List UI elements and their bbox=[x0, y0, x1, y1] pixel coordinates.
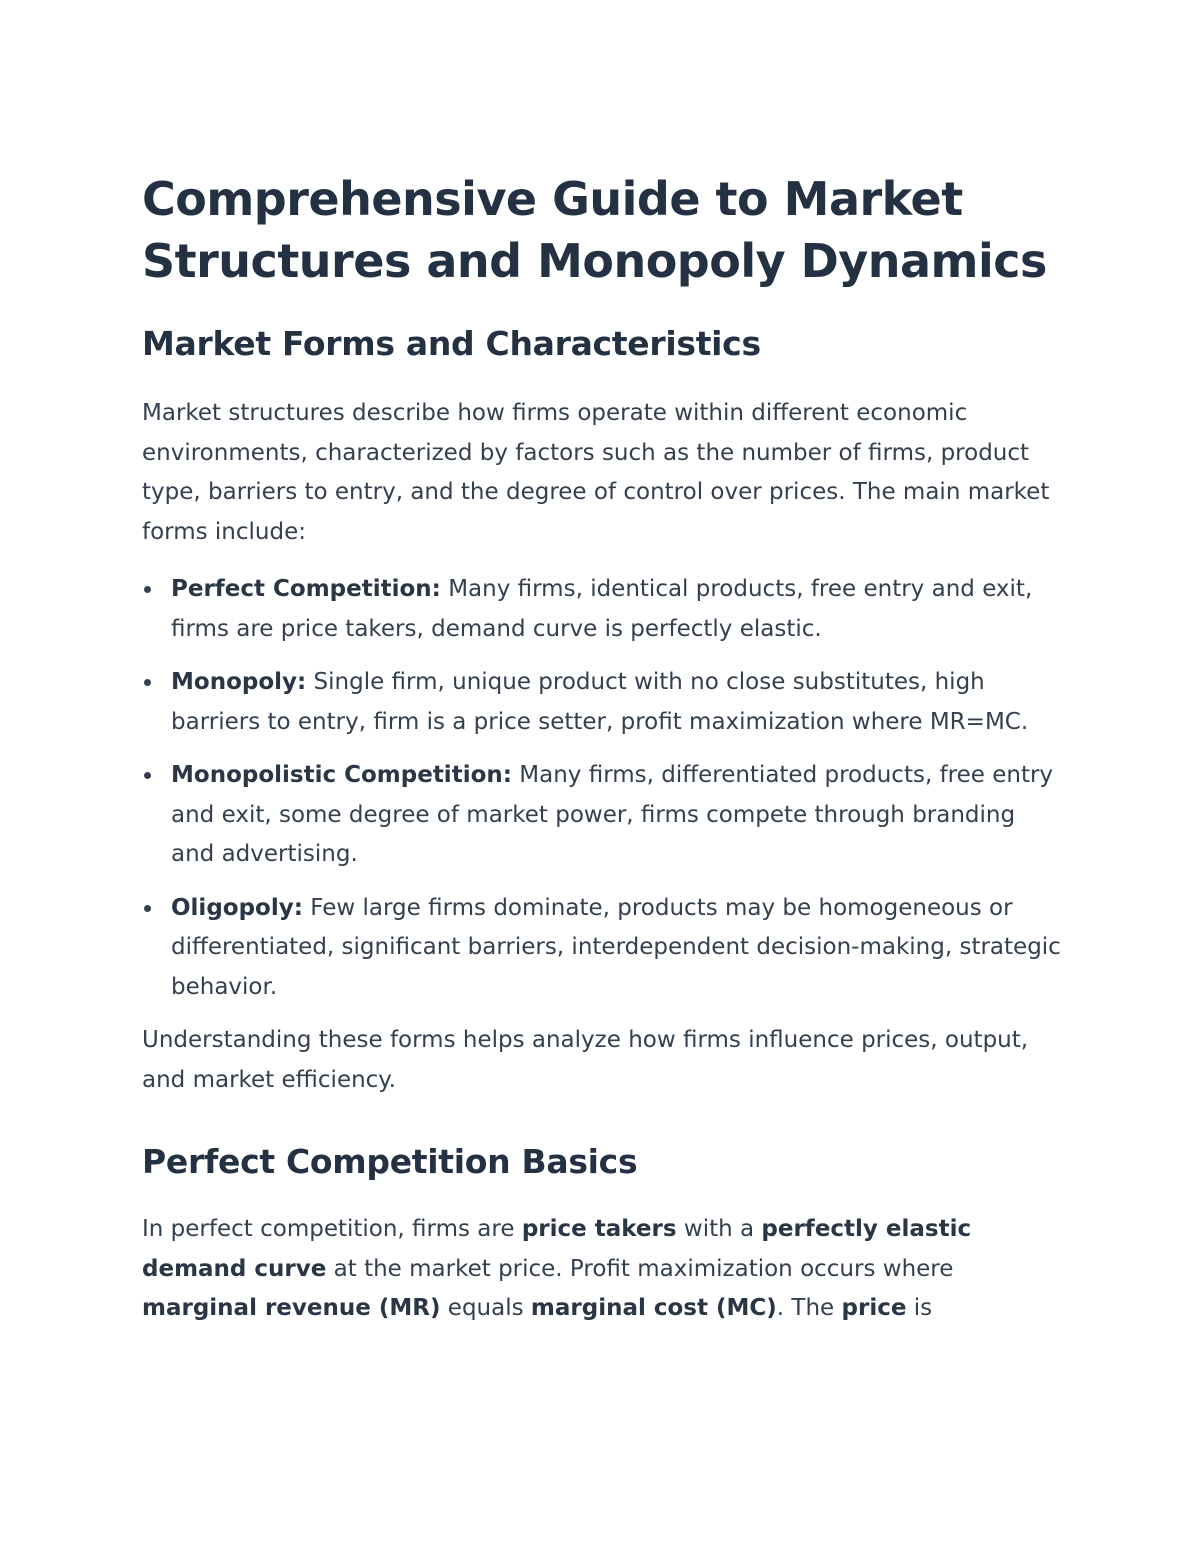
perfect-competition-paragraph bbox=[142, 1210, 1062, 1329]
bullet-icon bbox=[144, 586, 151, 593]
document-title: Comprehensive Guide to Market Structures and Monopoly Dynamics bbox=[142, 172, 1047, 288]
bullet-icon bbox=[144, 905, 151, 912]
list-item-term: Perfect Competition: bbox=[171, 576, 441, 602]
text-run: equals bbox=[440, 1295, 531, 1321]
document-page bbox=[142, 168, 1062, 1329]
list-item bbox=[142, 889, 1062, 1008]
text-run: with a bbox=[676, 1216, 762, 1242]
list-item bbox=[142, 570, 1062, 649]
list-item-text: Many firms, identical products, free entry and exit, firms are price takers, demand curve is perfectly elastic. bbox=[171, 576, 1033, 642]
outro-paragraph: Understanding these forms helps analyze how firms influence prices, output, and market efficiency. bbox=[142, 1027, 1029, 1093]
list-item bbox=[142, 756, 1062, 875]
text-run: In perfect competition, firms are bbox=[142, 1216, 522, 1242]
text-run: is bbox=[906, 1295, 933, 1321]
bold-term: marginal cost (MC) bbox=[530, 1295, 777, 1321]
list-item-text: Many firms, differentiated products, free entry and exit, some degree of market power, firms compete through branding and advertising. bbox=[171, 762, 1054, 867]
text-run: at the market price. Profit maximization occurs where bbox=[326, 1255, 954, 1282]
list-item-term: Oligopoly: bbox=[171, 894, 303, 921]
list-item-term: Monopoly: bbox=[171, 669, 307, 695]
bullet-icon bbox=[144, 772, 151, 779]
section-heading-market-forms: Market Forms and Characteristics bbox=[142, 324, 761, 363]
text-run: . The bbox=[776, 1295, 842, 1321]
section-heading-perfect-competition: Perfect Competition Basics bbox=[142, 1142, 638, 1181]
intro-paragraph: Market structures describe how firms operate within different economic environments, characterized by factors such as the number of firms, product type, barriers to entry, and the degree of control over prices. The main market forms include: bbox=[142, 400, 1050, 545]
bold-term: price bbox=[841, 1295, 907, 1321]
bold-term: marginal revenue (MR) bbox=[142, 1295, 441, 1321]
list-item bbox=[142, 663, 1062, 742]
market-forms-list bbox=[142, 570, 1062, 1007]
bold-term: price takers bbox=[521, 1216, 677, 1242]
bullet-icon bbox=[144, 679, 151, 686]
list-item-text: Single firm, unique product with no close substitutes, high barriers to entry, firm is a price setter, profit maximization where MR=MC. bbox=[171, 669, 1029, 735]
list-item-term: Monopolistic Competition: bbox=[171, 762, 512, 788]
bold-term: perfectly elastic demand curve bbox=[142, 1216, 972, 1282]
list-item-text: Few large firms dominate, products may be homogeneous or differentiated, significant barriers, interdependent decision-making, strategic behavior. bbox=[171, 894, 1061, 1000]
